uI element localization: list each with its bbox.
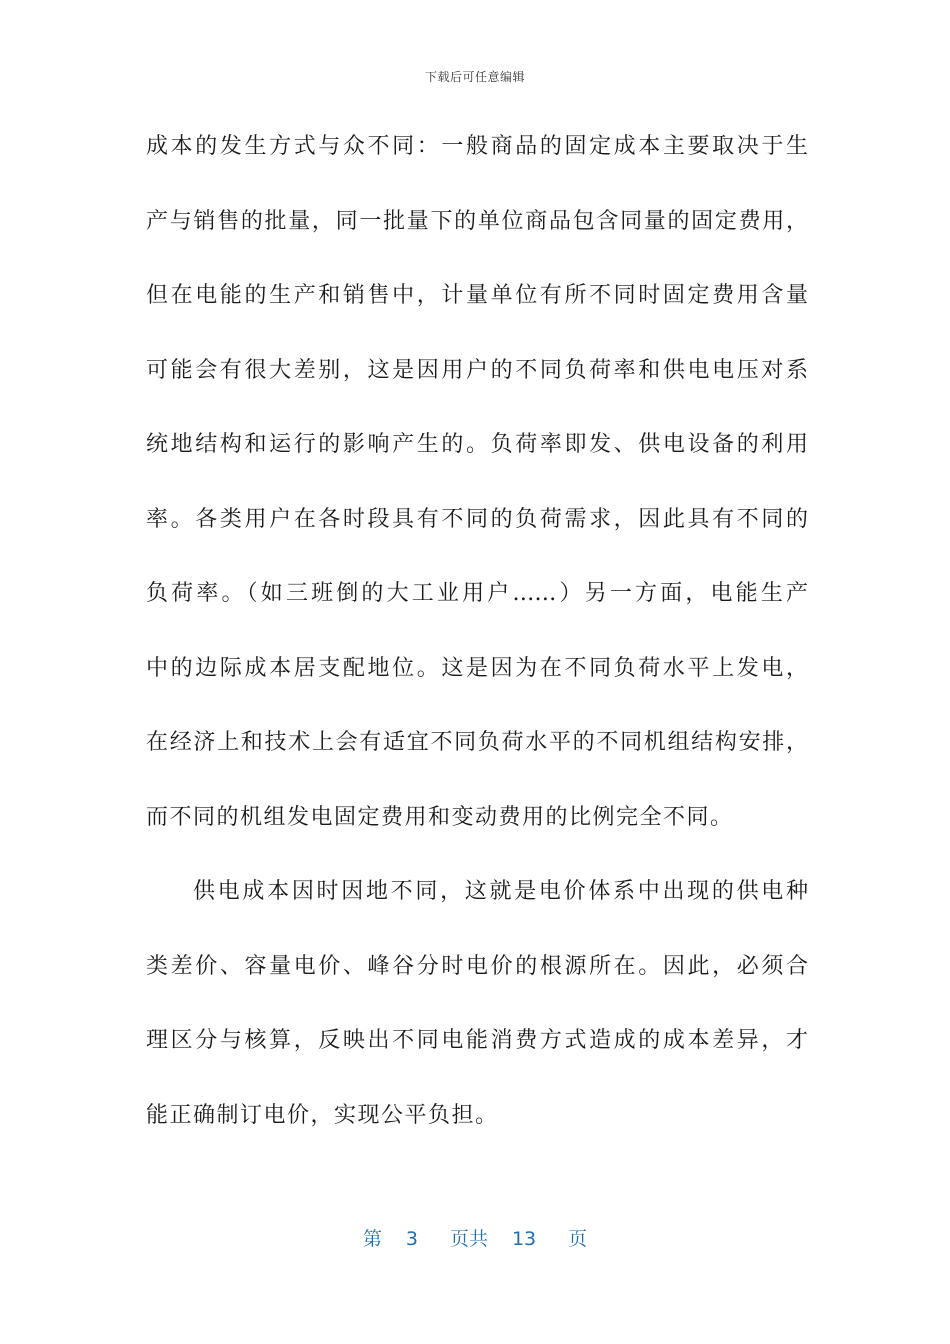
text-line: 率。各类用户在各时段具有不同的负荷需求，因此具有不同的 [146, 506, 808, 532]
document-body [146, 125, 808, 1168]
text-line: 统地结构和运行的影响产生的。负荷率即发、供电设备的利用 [146, 432, 808, 457]
text-line: 而不同的机组发电固定费用和变动费用的比例完全不同。 [146, 804, 734, 830]
text-line: 成本的发生方式与众不同：一般商品的固定成本主要取决于生 [146, 134, 808, 159]
header-note: 下载后可任意编辑 [424, 70, 525, 84]
footer-current-page: 3 [405, 1228, 418, 1250]
text-line: 理区分与核算，反映出不同电能消费方式造成的成本差异，才 [146, 1028, 808, 1053]
page-footer [0, 1224, 950, 1251]
text-line: 负荷率。（如三班倒的大工业用户……）另一方面，电能生产 [146, 581, 808, 606]
footer-middle: 页共 [449, 1228, 488, 1250]
text-line: 中的边际成本居支配地位。这是因为在不同负荷水平上发电， [146, 655, 808, 681]
footer-total-pages: 13 [511, 1228, 537, 1250]
text-line-indented: 供电成本因时因地不同，这就是电价体系中出现的供电种 [193, 879, 808, 904]
text-line: 但在电能的生产和销售中，计量单位有所不同时固定费用含量 [146, 283, 808, 308]
text-line: 可能会有很大差别，这是因用户的不同负荷率和供电电压对系 [146, 357, 808, 383]
footer-suffix: 页 [568, 1228, 588, 1250]
text-line: 在经济上和技术上会有适宜不同负荷水平的不同机组结构安排， [146, 730, 808, 755]
text-line: 能正确制订电价，实现公平负担。 [146, 1102, 499, 1128]
text-line: 产与销售的批量，同一批量下的单位商品包含同量的固定费用， [146, 208, 808, 234]
footer-prefix: 第 [362, 1228, 382, 1250]
text-line: 类差价、容量电价、峰谷分时电价的根源所在。因此，必须合 [146, 953, 808, 979]
